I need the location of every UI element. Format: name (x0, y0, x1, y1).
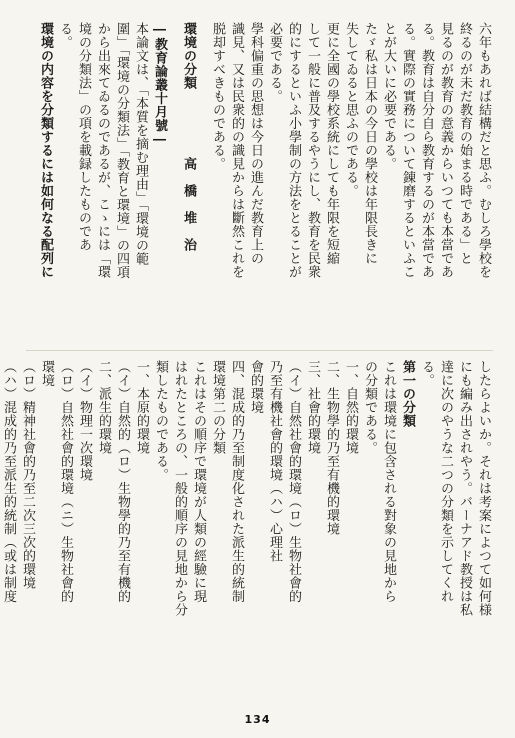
text-column: の分類である。 (362, 360, 377, 455)
text-column: 失してゐると思ふのである。 (343, 22, 358, 198)
text-column: これはその順序で環境が人類の經驗に現 (191, 360, 206, 603)
text-column: 境の分類法」の項を載録したものであ (76, 22, 91, 252)
text-column (169, 22, 179, 342)
text-column: して一般に普及するやうにし、教育を民衆 (305, 22, 320, 279)
text-column: 脱却すべきものである。 (210, 22, 225, 171)
text-column: 會的環境 (248, 360, 263, 414)
text-column: 二、派生的環境 (96, 360, 111, 455)
lower-text-band (1, 360, 493, 710)
text-column: 環境の内容を分類するには如何なる配列に (38, 22, 53, 279)
text-column: 必要である。 (267, 22, 282, 103)
text-column: （ロ）自然社會的環境（ニ）生物社會的 (58, 360, 73, 603)
text-column: （ハ）混成的乃至派生的統制（或は制度 (1, 360, 16, 603)
text-column: たゞ私は日本の今日の學校は年限長きに (362, 22, 377, 265)
text-column: したらよいか。それは考案によつて如何様 (476, 360, 491, 617)
text-column: はれたところの、一般的順序の見地から分 (172, 360, 187, 617)
text-column: 本論文は、「本質を摘む理由」「環境の範 (133, 22, 148, 266)
text-column: 見るのが教育の意義からいつても本當であ (438, 22, 453, 279)
text-column: から出來てゐるのであるが、こゝには「環 (95, 22, 110, 279)
text-column: 學科偏重の思想は今日の進んだ教育上の (248, 22, 263, 265)
text-column: 圍」「環境の分類法」「教育と環境」の四項 (114, 22, 129, 279)
text-column: （ロ）精神社會的乃至二次三次的環境 (20, 360, 35, 590)
text-column: ―教育論叢十月號― (152, 22, 167, 148)
text-column: 環境の分類 高 橋 堆 治 (181, 22, 196, 252)
text-column: （イ）自然的（ロ）生物學的乃至有機的 (115, 360, 130, 603)
text-column: にも編み出されやう。バーナアド教授は私 (457, 360, 472, 617)
text-column: る。 (419, 360, 434, 387)
upper-text-band (28, 22, 493, 342)
text-column: 三、社會的環境 (305, 360, 320, 455)
text-column: とが大いに必要である。 (381, 22, 396, 171)
text-column: 一、本原的環境 (134, 360, 149, 455)
text-column: 環境 (39, 360, 54, 387)
text-column: 第一の分類 (400, 360, 415, 428)
text-column: これは環境に包含される對象の見地から (381, 360, 396, 603)
text-column: （イ）自然社會的環境（ロ）生物社會的 (286, 360, 301, 603)
text-column: 六年もあれば結構だと思ふ。むしろ學校を (476, 22, 491, 279)
text-column: る。 (57, 22, 72, 49)
text-column: 環境第二の分類 (210, 360, 225, 455)
text-column: 的にするといふ小學制の方法をとることが (286, 22, 301, 279)
text-column: 二、生物學的乃至有機的環境 (324, 360, 339, 536)
text-column: （イ）物理一次環境 (77, 360, 92, 482)
band-divider (26, 350, 493, 351)
text-column: 達に次のやうな二つの分類を示してくれ (438, 360, 453, 603)
text-column: る。實際の實務について錬磨するといふこ (400, 22, 415, 279)
text-column: 更に全國の學校系統にしても年限を短縮 (324, 22, 339, 265)
text-column: る。教育は自分自ら教育するのが本當であ (419, 22, 434, 279)
text-column: 終るのが未だ教育の始まる時である」と (457, 22, 472, 265)
text-column (198, 22, 208, 342)
text-column: 一、自然的環境 (343, 360, 358, 455)
page-number: 134 (244, 713, 271, 726)
text-column: 類したものである。 (153, 360, 168, 482)
text-column: 識見、又は民衆的の識見からは斷然これを (229, 22, 244, 279)
text-column: 乃至有機社會的環境（ハ）心理社 (267, 360, 282, 563)
text-column: 四、混成的乃至制度化された派生的統制 (229, 360, 244, 603)
